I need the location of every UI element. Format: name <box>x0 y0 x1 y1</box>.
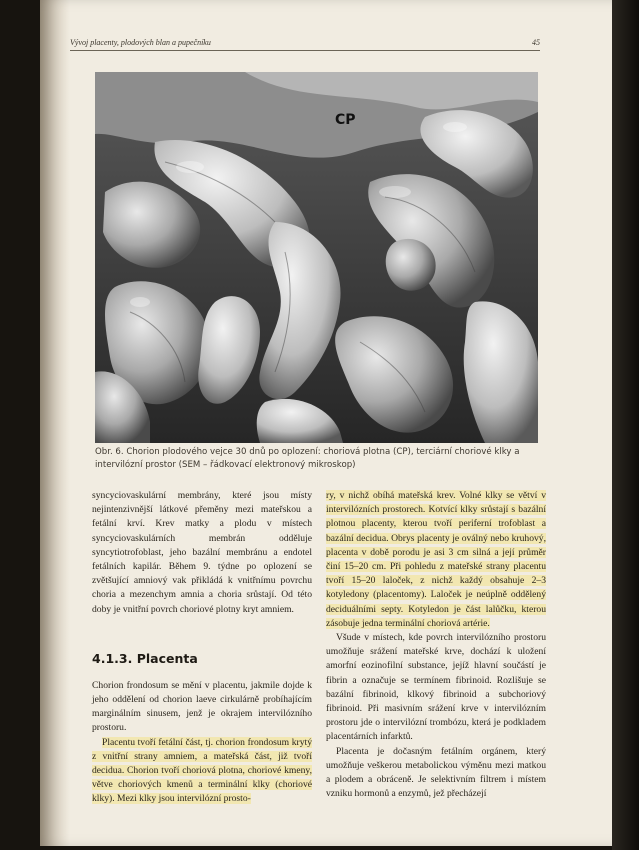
paragraph-fibrinoid: Všude v místech, kde povrch intervilózního prostoru umožňuje srážení mateřské krve, dochází k uložení amorfní eozinofilní substance, jejíž hlavní součástí je fibrin a označuje se termínem fibrinoid. Rozlišuje se bazální fibrinoid, klkový fibrinoid a subchoriový fibrinoid. Při masivním srážení krve v intervilózním prostoru jde o intervilózní trombózu, která je podkladem placentárních infarktů. <box>326 632 546 743</box>
paragraph-placentu-tvori <box>92 736 312 807</box>
paragraph-intervilozni-prostory <box>326 489 546 631</box>
paragraph-chorion-frondosum: Chorion frondosum se mění v placentu, jakmile dojde k jeho oddělení od chorion laeve cirkulárně probíhajícím marginálním sinusem, jenž je okrajem intervilózního prostoru. <box>92 679 312 734</box>
section-heading-placenta: 4.1.3. Placenta <box>92 650 198 666</box>
page-number: 45 <box>532 38 540 47</box>
header-rule <box>70 50 540 51</box>
figure-label-cp: CP <box>335 112 356 128</box>
highlighted-text: Placentu tvoří fetální část, tj. chorion frondosum krytý z vnitřní strany amniem, a mateřská část, již tvoří decidua. Chorion tvoří choriová plotna, choriové kmeny, větve choriových kmenů a terminální klky (choriové klky). Mezi klky jsou intervilózní prosto- <box>92 736 312 805</box>
page-gutter-shadow <box>40 0 70 846</box>
paragraph-syncyciovaskularni: syncyciovaskulární membrány, které jsou místy nejintenzivnější látkové přeměny mezi mateřskou a fetální krví. Krev matky a plodu v místech syncyciovaskulárních membrán odděluje syncytiotrofoblast, jeho bazální membránu a endotel fetálních kapilár. Během 9. týdne po oplození se zvětšující amniový vak přikládá k vnitřnímu povrchu choria a mezenchym amnia a choria srůstají. Od této doby je vnitřní povrch choriové plotny kryt amniem. <box>92 490 312 615</box>
highlighted-text: ry, v nichž obíhá mateřská krev. Volné klky se větví v intervilózních prostorech. Kotvící klky srůstají s bazální plotnou placenty, kterou tvoří periferní trofoblast a bazální decidua. Obrys placenty je oválný nebo kruhový, placenta v době porodu je asi 3 cm silná a její průměr činí 15–20 cm. Při pohledu z mateřské strany placentu tvoří 15–20 laloček, z nichž každý obsahuje 2–3 kotyledony (placentomy). Laloček je neúplně oddělený deciduálními septy. Kotyledon je část lalůčku, kterou zásobuje jedna terminální choriová artérie. <box>326 490 546 629</box>
book-edge <box>612 0 639 850</box>
right-column <box>326 489 546 801</box>
figure-caption-text: Obr. 6. Chorion plodového vejce 30 dnů po oplození: choriová plotna (CP), terciární choriové klky a intervilózní prostor (SEM – řádkovací elektronový mikroskop) <box>95 447 520 470</box>
running-title: Vývoj placenty, plodových blan a pupečníku <box>70 38 211 47</box>
running-header <box>70 38 540 50</box>
paragraph-docasny-organ: Placenta je dočasným fetálním orgánem, který umožňuje veškerou metabolickou výměnu mezi matkou a plodem a obráceně. Je selektivním filtrem i místem vzniku hormonů a enzymů, jež přecházejí <box>326 745 546 800</box>
sem-micrograph-figure <box>95 72 538 443</box>
micrograph-image <box>95 72 538 443</box>
figure-caption <box>95 446 543 471</box>
left-column <box>92 489 312 807</box>
